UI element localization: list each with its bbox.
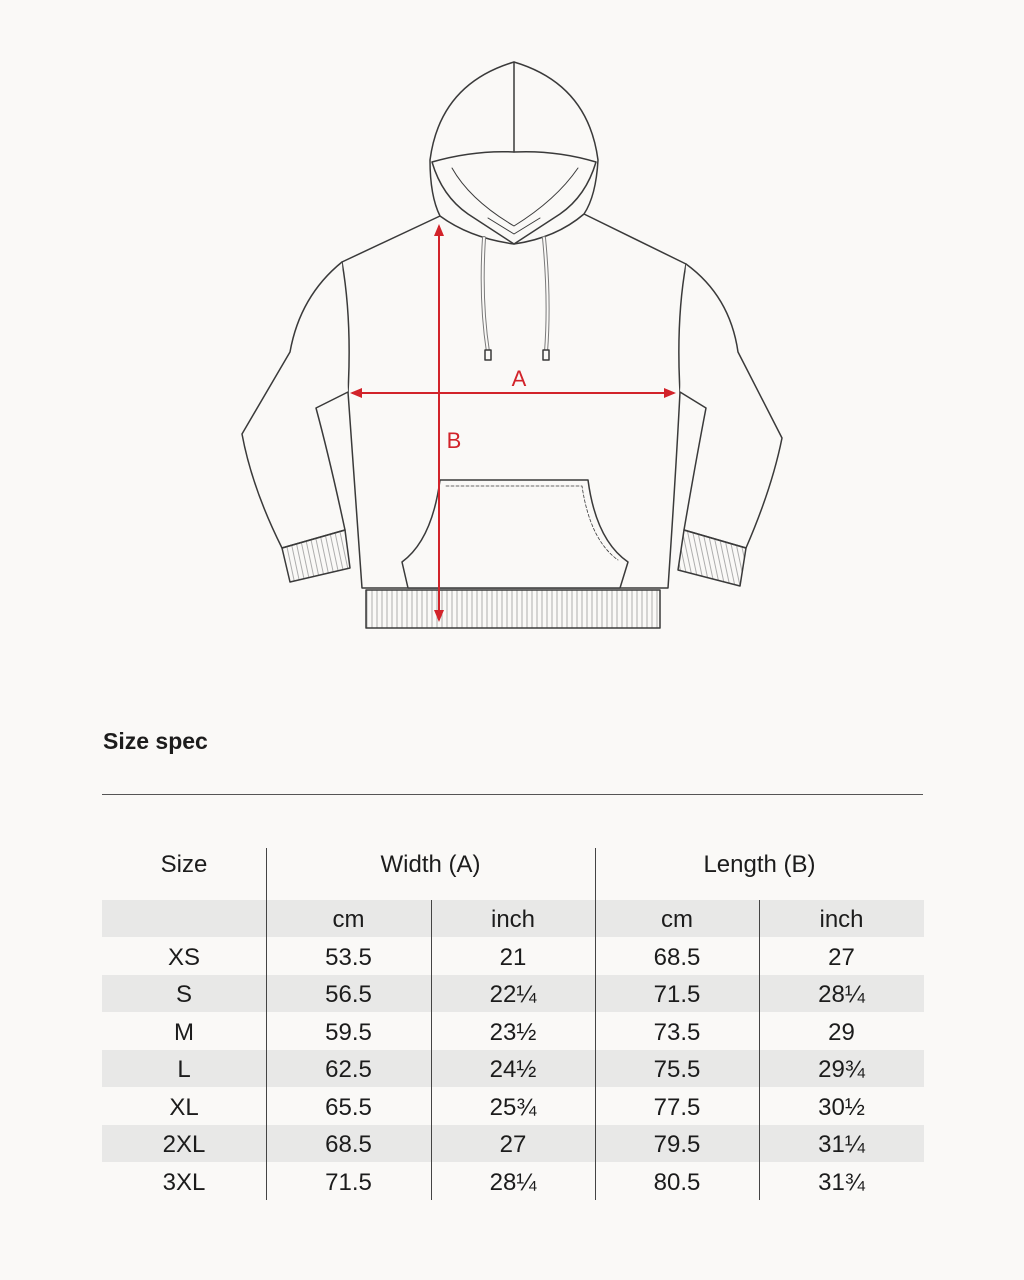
length-cm-cell: 73.5: [653, 1019, 701, 1046]
width-cm-cell: 68.5: [325, 1131, 372, 1158]
width-inch-cell: 23½: [489, 1019, 537, 1046]
size-cell: XL: [169, 1094, 199, 1121]
unit-cell: cm: [332, 906, 365, 933]
table-row: [102, 1163, 924, 1200]
label-a: A: [511, 366, 527, 391]
length-cm-cell: 77.5: [653, 1094, 701, 1121]
length-cm-cell: 68.5: [653, 944, 701, 971]
length-cm-cell: 75.5: [653, 1056, 701, 1083]
length-inch-cell: 29¾: [818, 1056, 865, 1083]
length-inch-cell: 30½: [818, 1094, 865, 1121]
size-cell: XS: [167, 944, 200, 971]
table-row: [102, 1088, 924, 1125]
column-divider: [266, 848, 267, 1200]
width-inch-cell: 27: [499, 1131, 527, 1158]
size-cell: S: [175, 981, 192, 1008]
header-length: Length (B): [703, 851, 816, 878]
length-inch-cell: 27: [828, 944, 855, 971]
width-cm-cell: 65.5: [325, 1094, 372, 1121]
width-cm-cell: 71.5: [325, 1169, 372, 1196]
label-b: B: [446, 428, 462, 453]
size-cell: M: [174, 1019, 194, 1046]
divider: [102, 794, 923, 795]
size-cell: 3XL: [162, 1169, 206, 1196]
width-cm-cell: 59.5: [325, 1019, 372, 1046]
table-row: [102, 975, 924, 1012]
unit-cell: cm: [661, 906, 693, 933]
size-cell: L: [177, 1056, 191, 1083]
unit-cell: [102, 900, 266, 937]
unit-cell: inch: [819, 906, 864, 933]
length-inch-cell: 31¾: [818, 1169, 865, 1196]
width-inch-cell: 24½: [489, 1056, 537, 1083]
width-cm-cell: 53.5: [325, 944, 372, 971]
column-divider: [595, 848, 596, 1200]
units-row: [102, 900, 924, 937]
size-cell: 2XL: [162, 1131, 206, 1158]
left-sleeve: [242, 262, 348, 548]
header-width: Width (A): [380, 851, 481, 878]
table-row: [102, 938, 924, 975]
width-inch-cell: 25¾: [489, 1094, 537, 1121]
length-cm-cell: 71.5: [653, 981, 701, 1008]
right-sleeve: [680, 264, 782, 548]
page-title: Size spec: [103, 728, 208, 754]
unit-cell: inch: [490, 906, 536, 933]
column-divider: [431, 900, 432, 1200]
header-size: Size: [160, 851, 208, 878]
table-row: [102, 1013, 924, 1050]
column-divider: [759, 900, 760, 1200]
width-inch-cell: 21: [499, 944, 527, 971]
length-inch-cell: 28¼: [818, 981, 865, 1008]
width-cm-cell: 56.5: [325, 981, 372, 1008]
table-row: [102, 1050, 924, 1087]
length-cm-cell: 80.5: [653, 1169, 701, 1196]
width-inch-cell: 28¼: [489, 1169, 537, 1196]
width-cm-cell: 62.5: [325, 1056, 372, 1083]
length-cm-cell: 79.5: [653, 1131, 701, 1158]
length-inch-cell: 29: [828, 1019, 855, 1046]
hem-band: [366, 590, 660, 628]
width-inch-cell: 22¼: [489, 981, 537, 1008]
length-inch-cell: 31¼: [818, 1131, 865, 1158]
table-row: [102, 1125, 924, 1162]
